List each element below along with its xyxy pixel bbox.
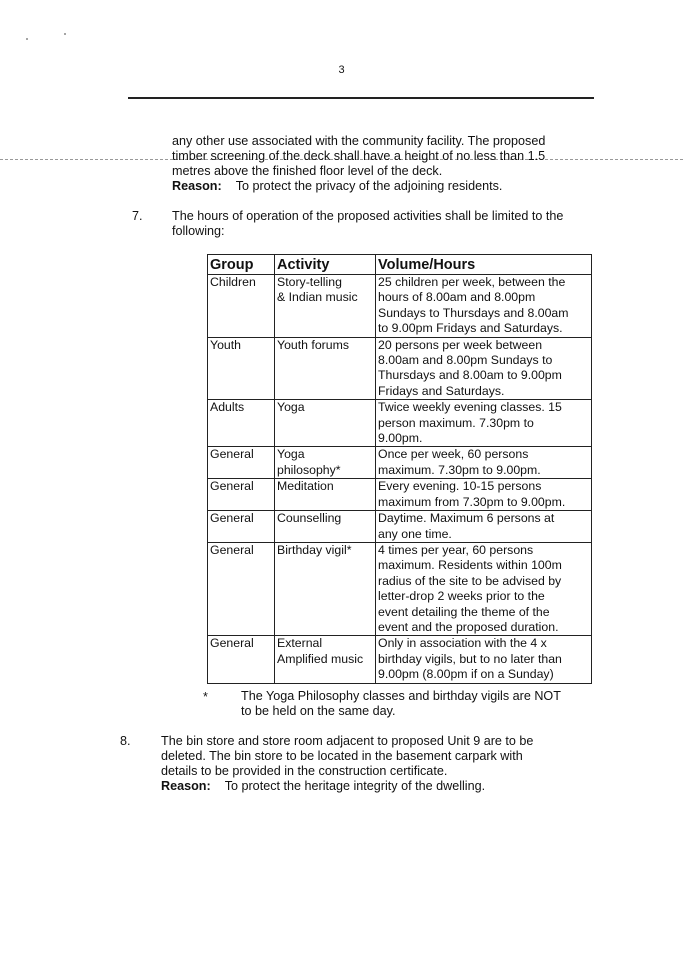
hours-line: maximum from 7.30pm to 9.00pm.	[378, 494, 566, 509]
hours-line: maximum. Residents within 100m	[378, 558, 562, 573]
item-7-line: following:	[172, 224, 225, 238]
cell-volume-hours	[376, 337, 592, 400]
activity-line: External	[277, 636, 323, 651]
item-7-line: The hours of operation of the proposed activities shall be limited to the	[172, 209, 564, 223]
intro-line: timber screening of the deck shall have a height of no less than 1.5	[172, 149, 546, 163]
hours-line: event detailing the theme of the	[378, 604, 550, 619]
activity-line: Meditation	[277, 479, 334, 494]
table-row	[208, 447, 592, 479]
cell-group: General	[208, 479, 275, 511]
cell-group: General	[208, 511, 275, 543]
cell-activity	[275, 511, 376, 543]
cell-activity	[275, 337, 376, 400]
activity-line: Counselling	[277, 511, 342, 526]
table-row	[208, 636, 592, 683]
hours-line: Every evening. 10-15 persons	[378, 479, 542, 494]
cell-activity	[275, 636, 376, 683]
cell-activity	[275, 400, 376, 447]
hours-line: event and the proposed duration.	[378, 619, 559, 634]
page-number: 3	[338, 64, 345, 76]
item-8-line: details to be provided in the construction certificate.	[161, 764, 448, 778]
hours-line: birthday vigils, but to no later than	[378, 651, 562, 666]
activity-line: & Indian music	[277, 290, 358, 305]
cell-group: General	[208, 636, 275, 683]
intro-paragraph	[172, 134, 602, 194]
scan-speck	[64, 33, 66, 35]
footnote	[241, 689, 621, 719]
hours-line: Only in association with the 4 x	[378, 636, 547, 651]
hours-line: radius of the site to be advised by	[378, 573, 562, 588]
footnote-line: The Yoga Philosophy classes and birthday vigils are NOT	[241, 689, 561, 703]
item-8-paragraph	[161, 734, 601, 794]
column-header-activity: Activity	[275, 255, 376, 275]
hours-line: hours of 8.00am and 8.00pm	[378, 290, 536, 305]
reason-line	[161, 779, 601, 794]
table-row	[208, 542, 592, 635]
cell-activity	[275, 479, 376, 511]
cell-volume-hours	[376, 447, 592, 479]
hours-line: maximum. 7.30pm to 9.00pm.	[378, 462, 541, 477]
item-8-line: deleted. The bin store to be located in the basement carpark with	[161, 749, 523, 763]
cell-group: General	[208, 447, 275, 479]
hours-line: 4 times per year, 60 persons	[378, 542, 534, 557]
reason-line	[172, 179, 602, 194]
scan-speck	[26, 38, 28, 40]
hours-line: letter-drop 2 weeks prior to the	[378, 589, 545, 604]
table-row	[208, 400, 592, 447]
cell-activity	[275, 275, 376, 338]
cell-group: Youth	[208, 337, 275, 400]
footnote-marker: *	[203, 690, 208, 704]
hours-line: 25 children per week, between the	[378, 275, 566, 289]
activity-line: Yoga	[277, 400, 305, 415]
cell-volume-hours	[376, 511, 592, 543]
footnote-line: to be held on the same day.	[241, 704, 396, 718]
cell-volume-hours	[376, 542, 592, 635]
intro-line: metres above the finished floor level of the deck.	[172, 164, 443, 178]
hours-line: Sundays to Thursdays and 8.00am	[378, 305, 569, 320]
activity-line: Yoga	[277, 447, 305, 462]
table-row	[208, 511, 592, 543]
cell-group: General	[208, 542, 275, 635]
item-number: 7.	[132, 209, 143, 223]
hours-line: Fridays and Saturdays.	[378, 383, 505, 398]
cell-activity	[275, 542, 376, 635]
reason-text: To protect the heritage integrity of the dwelling.	[224, 779, 486, 793]
table-header-row	[208, 255, 592, 275]
hours-line: Daytime. Maximum 6 persons at	[378, 511, 555, 526]
hours-line: 9.00pm.	[378, 431, 423, 446]
reason-label: Reason:	[161, 779, 211, 793]
hours-line: 8.00am and 8.00pm Sundays to	[378, 353, 553, 368]
activity-line: Youth forums	[277, 337, 350, 352]
column-header-group: Group	[208, 255, 275, 275]
hours-line: 9.00pm (8.00pm if on a Sunday)	[378, 667, 554, 682]
activity-line: Birthday vigil*	[277, 542, 352, 557]
activity-line: philosophy*	[277, 462, 341, 477]
hours-line: to 9.00pm Fridays and Saturdays.	[378, 321, 563, 336]
cell-volume-hours	[376, 400, 592, 447]
activity-line: Story-telling	[277, 275, 342, 289]
intro-line: any other use associated with the community facility. The proposed	[172, 134, 546, 148]
item-7-paragraph	[172, 209, 602, 239]
hours-line: Once per week, 60 persons	[378, 447, 529, 462]
hours-line: 20 persons per week between	[378, 337, 543, 352]
hours-line: Twice weekly evening classes. 15	[378, 400, 562, 415]
cell-activity	[275, 447, 376, 479]
table-row	[208, 337, 592, 400]
reason-text: To protect the privacy of the adjoining residents.	[235, 179, 503, 193]
activity-line: Amplified music	[277, 651, 364, 666]
cell-group: Adults	[208, 400, 275, 447]
cell-volume-hours	[376, 275, 592, 338]
item-number: 8.	[120, 734, 131, 748]
item-8-line: The bin store and store room adjacent to proposed Unit 9 are to be	[161, 734, 534, 748]
hours-line: any one time.	[378, 526, 452, 541]
table-row	[208, 479, 592, 511]
cell-group: Children	[208, 275, 275, 338]
column-header-volume-hours: Volume/Hours	[376, 255, 592, 275]
reason-label: Reason:	[172, 179, 222, 193]
cell-volume-hours	[376, 479, 592, 511]
hours-line: person maximum. 7.30pm to	[378, 415, 534, 430]
table-row	[208, 275, 592, 338]
cell-volume-hours	[376, 636, 592, 683]
hours-line: Thursdays and 8.00am to 9.00pm	[378, 368, 562, 383]
hours-table	[207, 254, 592, 684]
header-rule	[128, 97, 594, 99]
